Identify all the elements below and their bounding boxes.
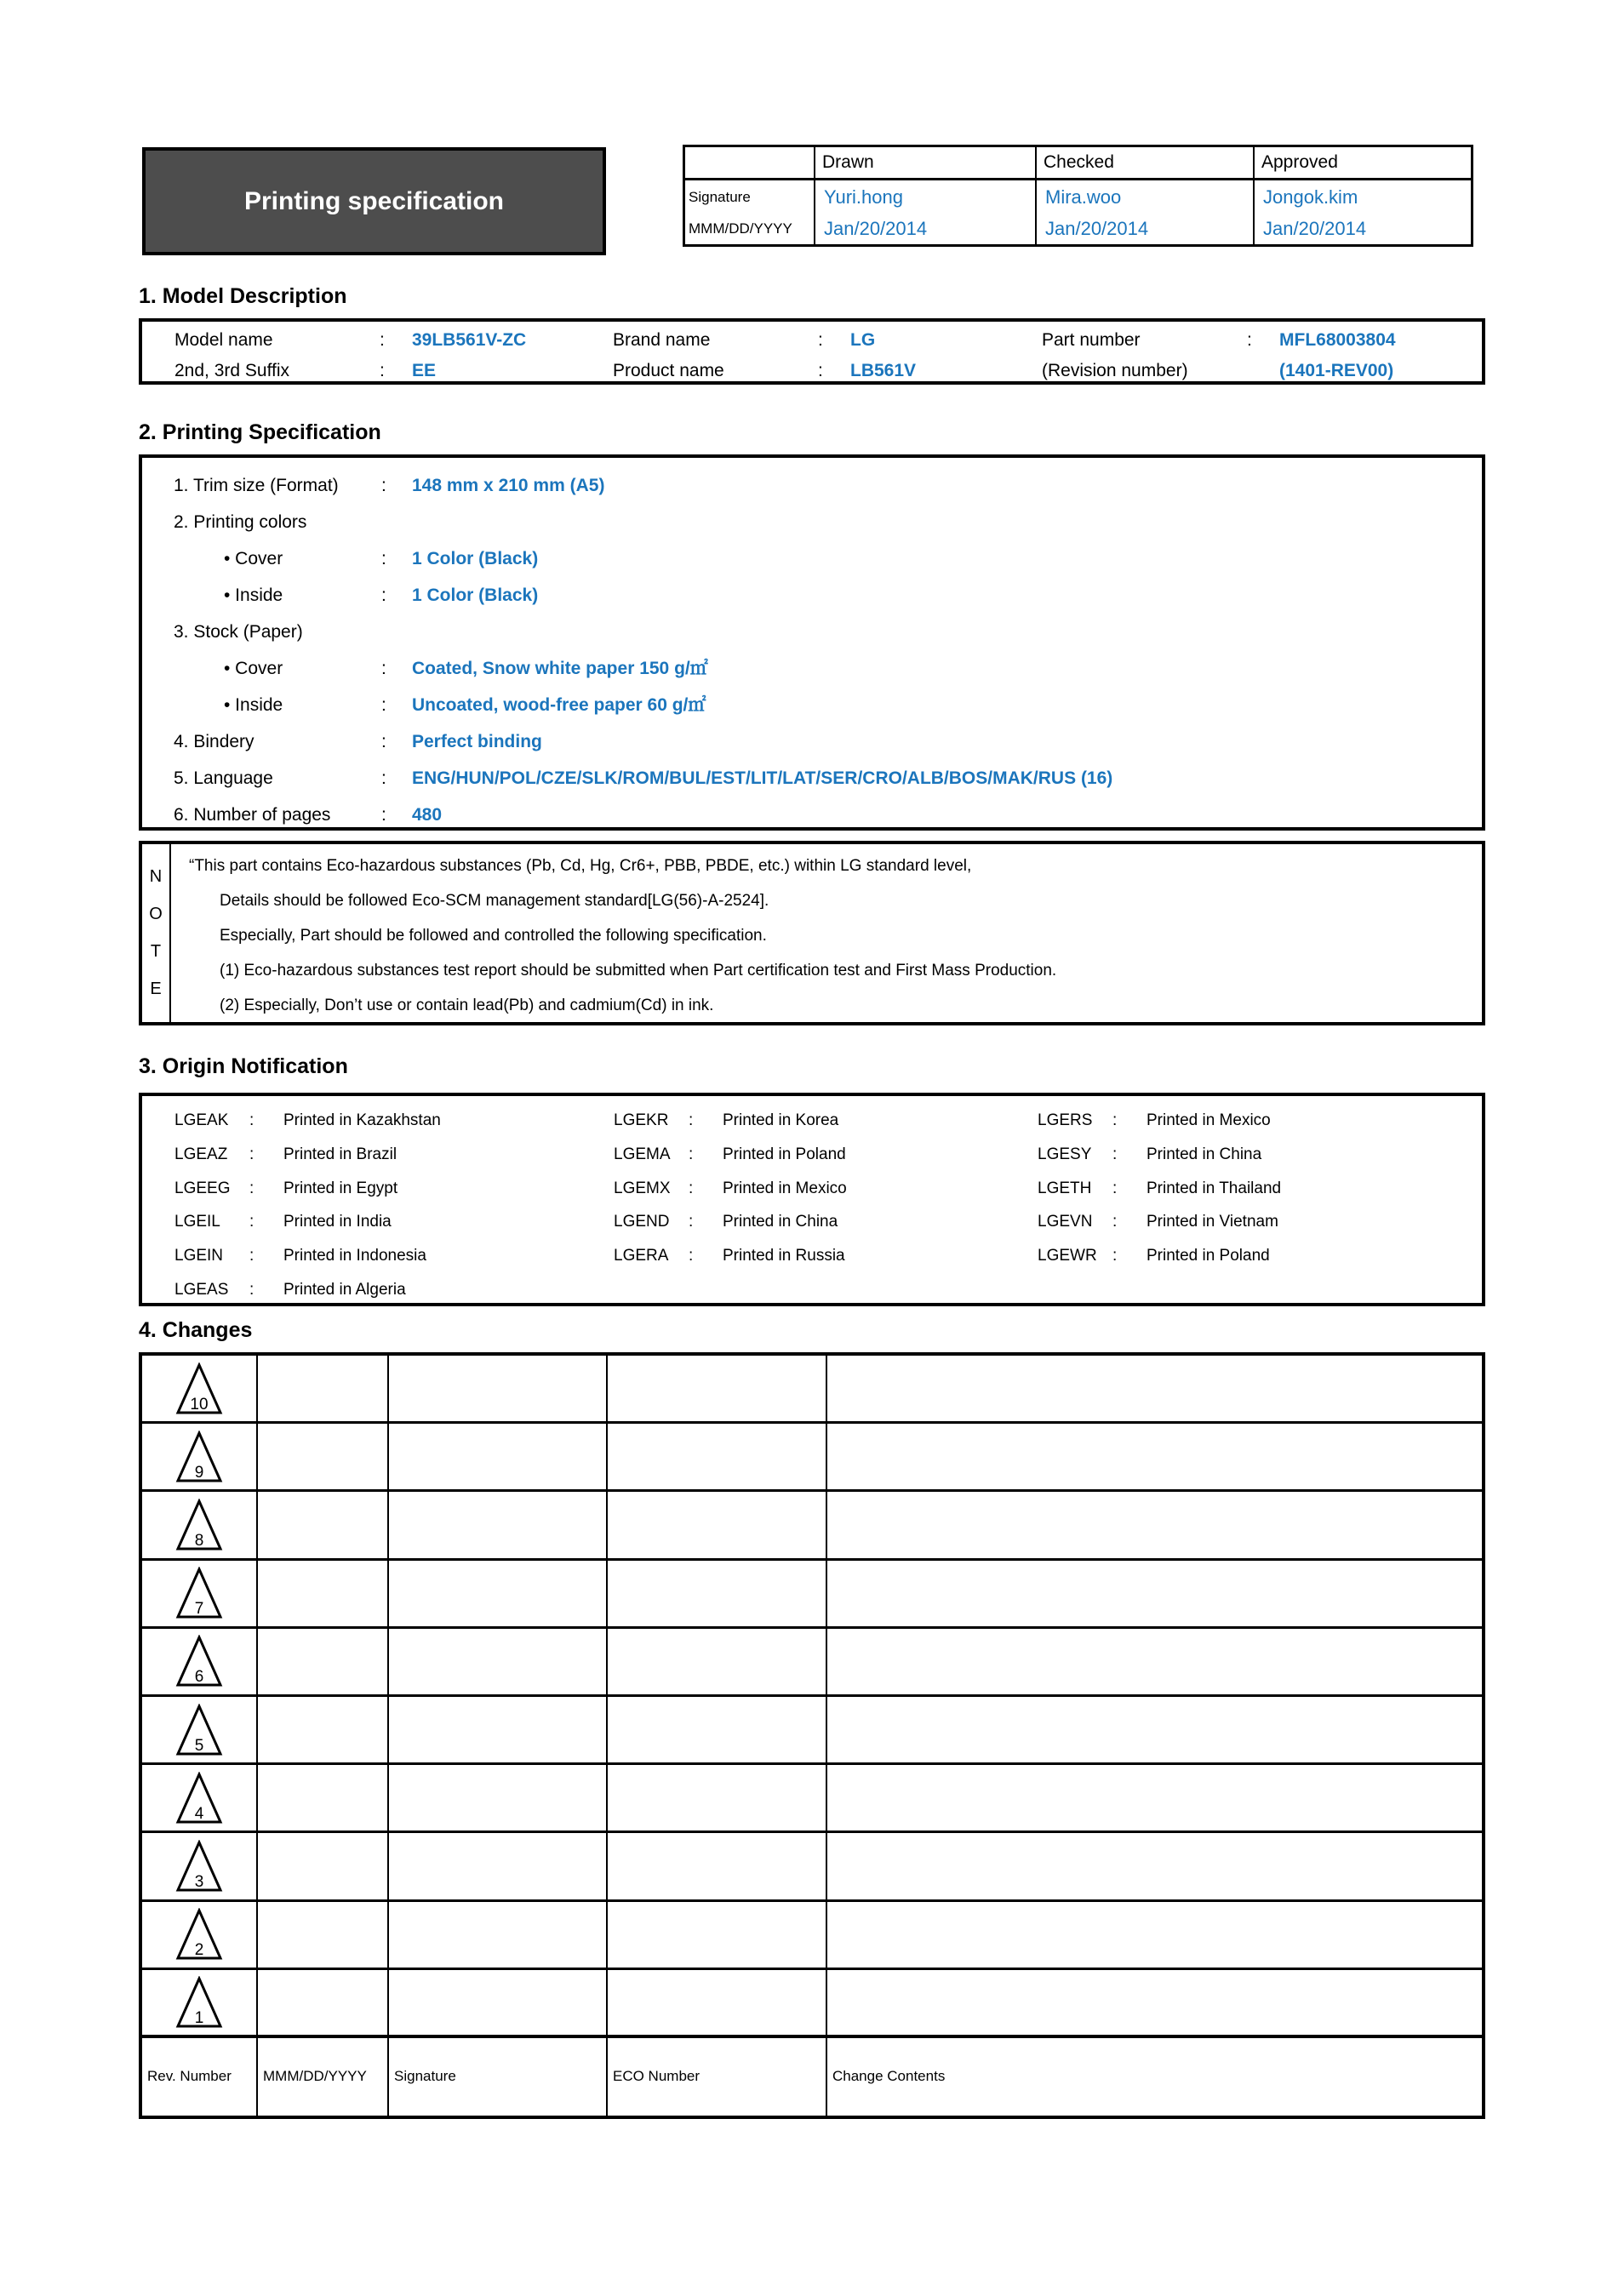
origin-section-heading: 3. Origin Notification — [139, 1054, 348, 1078]
colon: : — [1112, 1145, 1118, 1163]
colon: : — [689, 1213, 694, 1231]
origin-place: Printed in Russia — [723, 1247, 845, 1265]
origin-code: LGEIN — [174, 1247, 224, 1265]
revision-number: 5 — [194, 1736, 204, 1755]
spec-line-label: 2. Printing colors — [174, 512, 307, 532]
change-row-cell — [608, 1970, 827, 2038]
spec-line-value: 148 mm x 210 mm (A5) — [412, 476, 605, 495]
suffix-label: 2nd, 3rd Suffix — [174, 361, 290, 380]
product-name-value: LB561V — [850, 361, 917, 380]
origin-code: LGERA — [614, 1247, 669, 1265]
spec-line — [142, 723, 1482, 760]
origin-code: LGEAK — [174, 1111, 229, 1129]
change-row-cell — [142, 1902, 258, 1970]
change-row-cell — [258, 1970, 389, 2038]
document-title: Printing specification — [243, 186, 505, 215]
signature-drawn: Yuri.hong — [815, 180, 1037, 214]
change-row-cell — [142, 1833, 258, 1901]
revision-triangle-icon — [175, 1908, 223, 1961]
origin-code: LGESY — [1038, 1145, 1092, 1163]
brand-name-value: LG — [850, 330, 876, 350]
spec-line-label: • Inside — [224, 695, 283, 715]
origin-place: Printed in Kazakhstan — [283, 1111, 441, 1129]
changes-footer-eco-number: ECO Number — [608, 2038, 827, 2116]
change-row-cell — [827, 1697, 1482, 1765]
spec-line — [142, 614, 1482, 650]
origin-place: Printed in Vietnam — [1147, 1213, 1278, 1231]
approval-header-approved: Approved — [1255, 147, 1471, 180]
note-line: Especially, Part should be followed and controlled the following specification. — [220, 927, 767, 945]
change-row-cell — [827, 1833, 1482, 1901]
change-row-cell — [608, 1902, 827, 1970]
origin-code: LGETH — [1038, 1179, 1092, 1197]
change-row-cell — [827, 1356, 1482, 1424]
changes-footer-rev-number: Rev. Number — [142, 2038, 258, 2116]
colon: : — [249, 1280, 254, 1299]
changes-footer-signature: Signature — [389, 2038, 608, 2116]
date-approved: Jan/20/2014 — [1263, 218, 1367, 239]
change-row-cell — [258, 1833, 389, 1901]
spec-line-label: 4. Bindery — [174, 732, 254, 751]
revision-number-label: (Revision number) — [1042, 361, 1188, 380]
colon: : — [1112, 1213, 1118, 1231]
origin-entry — [1038, 1138, 1281, 1172]
note-vertical-label — [142, 844, 171, 1022]
change-row-cell — [827, 1970, 1482, 2038]
revision-number-group — [1042, 354, 1484, 387]
spec-line — [142, 577, 1482, 614]
origin-place: Printed in Korea — [723, 1111, 839, 1129]
change-row-cell — [389, 1424, 608, 1492]
revision-triangle-icon — [175, 1567, 223, 1619]
change-row-cell — [389, 1492, 608, 1560]
spec-line — [142, 687, 1482, 723]
spec-line-value: 1 Color (Black) — [412, 585, 539, 605]
changes-section-heading: 4. Changes — [139, 1318, 253, 1342]
origin-entry — [174, 1104, 441, 1138]
spec-line-value: Perfect binding — [412, 732, 542, 751]
origin-place: Printed in India — [283, 1213, 392, 1231]
origin-entry — [174, 1205, 441, 1239]
model-name-label: Model name — [174, 330, 273, 350]
origin-entry — [174, 1239, 441, 1273]
change-row-cell — [389, 1629, 608, 1697]
origin-entry — [614, 1172, 847, 1206]
revision-number: 4 — [194, 1804, 204, 1823]
revision-triangle-icon — [175, 1431, 223, 1483]
note-text — [171, 844, 1482, 1022]
date-row-label: MMM/DD/YYYY — [685, 214, 815, 244]
origin-entry — [1038, 1172, 1281, 1206]
spec-line — [142, 760, 1482, 797]
change-row-cell — [142, 1561, 258, 1629]
note-line: “This part contains Eco-hazardous substances (Pb, Cd, Hg, Cr6+, PBB, PBDE, etc.) within LG standard level, — [189, 857, 972, 875]
change-row-cell — [608, 1356, 827, 1424]
change-row-cell — [827, 1629, 1482, 1697]
note-letter: T — [150, 942, 162, 961]
origin-code: LGEWR — [1038, 1247, 1097, 1265]
colon: : — [689, 1145, 694, 1163]
date-checked: Jan/20/2014 — [1037, 214, 1255, 244]
colon: : — [249, 1111, 254, 1129]
revision-triangle-icon — [175, 1704, 223, 1756]
colon: : — [249, 1145, 254, 1163]
origin-code: LGEAZ — [174, 1145, 228, 1163]
change-row-cell — [608, 1629, 827, 1697]
approval-table — [683, 145, 1473, 247]
spec-line-label: 5. Language — [174, 768, 273, 788]
suffix-group — [174, 354, 617, 387]
origin-place: Printed in Indonesia — [283, 1247, 426, 1265]
spec-line-value: Uncoated, wood-free paper 60 g/㎡ — [412, 695, 706, 715]
origin-entry — [614, 1104, 847, 1138]
origin-entry — [614, 1138, 847, 1172]
colon: : — [689, 1179, 694, 1197]
colon: : — [381, 476, 386, 495]
origin-column — [614, 1104, 847, 1273]
origin-entry — [174, 1273, 441, 1307]
revision-number: 3 — [194, 1872, 204, 1891]
origin-place: Printed in Poland — [723, 1145, 846, 1163]
document-title-box — [142, 147, 606, 255]
model-name-value: 39LB561V-ZC — [412, 330, 527, 350]
change-row-cell — [608, 1697, 827, 1765]
colon: : — [1112, 1247, 1118, 1265]
note-letter: E — [150, 980, 162, 998]
origin-place: Printed in Brazil — [283, 1145, 397, 1163]
change-row-cell — [258, 1765, 389, 1833]
note-letter: N — [149, 867, 163, 886]
change-row-cell — [258, 1629, 389, 1697]
change-row-cell — [389, 1356, 608, 1424]
origin-entry — [174, 1172, 441, 1206]
product-name-label: Product name — [613, 361, 724, 380]
origin-code: LGEMX — [614, 1179, 671, 1197]
spec-line — [142, 540, 1482, 577]
revision-triangle-icon — [175, 1772, 223, 1825]
model-row — [142, 323, 1482, 357]
change-row-cell — [827, 1561, 1482, 1629]
change-row-cell — [389, 1970, 608, 2038]
revision-triangle-icon — [175, 1976, 223, 2029]
change-row-cell — [142, 1970, 258, 2038]
origin-code: LGERS — [1038, 1111, 1093, 1129]
change-row-cell — [258, 1424, 389, 1492]
origin-code: LGEND — [614, 1213, 670, 1231]
origin-column — [174, 1104, 441, 1307]
spec-line-value: 480 — [412, 805, 443, 825]
colon: : — [381, 695, 386, 715]
revision-triangle-icon — [175, 1362, 223, 1415]
origin-place: Printed in Poland — [1147, 1247, 1270, 1265]
printing-specification-box — [139, 454, 1485, 831]
change-row-cell — [608, 1833, 827, 1901]
model-name-group — [174, 323, 617, 357]
part-number-value: MFL68003804 — [1279, 330, 1396, 350]
model-description-box — [139, 318, 1485, 385]
colon: : — [380, 330, 385, 350]
part-number-group — [1042, 323, 1484, 357]
spec-line-label: • Cover — [224, 549, 283, 568]
change-row-cell — [389, 1902, 608, 1970]
spec-line-value: 1 Color (Black) — [412, 549, 539, 568]
colon: : — [689, 1111, 694, 1129]
origin-place: Printed in China — [1147, 1145, 1262, 1163]
origin-place: Printed in Algeria — [283, 1280, 406, 1299]
spec-line-label: 1. Trim size (Format) — [174, 476, 339, 495]
change-row-cell — [608, 1765, 827, 1833]
origin-place: Printed in Thailand — [1147, 1179, 1282, 1197]
origin-column — [1038, 1104, 1281, 1273]
revision-number: 8 — [194, 1531, 204, 1550]
change-row-cell — [827, 1492, 1482, 1560]
change-row-cell — [608, 1424, 827, 1492]
printing-section-heading: 2. Printing Specification — [139, 420, 381, 444]
note-line: (1) Eco-hazardous substances test report should be submitted when Part certification test and First Mass Production. — [220, 962, 1057, 980]
change-row-cell — [142, 1765, 258, 1833]
revision-number: 9 — [194, 1463, 204, 1482]
origin-entry — [174, 1138, 441, 1172]
model-section-heading: 1. Model Description — [139, 284, 347, 308]
approval-header-drawn: Drawn — [815, 147, 1037, 180]
change-row-cell — [142, 1492, 258, 1560]
spec-line — [142, 467, 1482, 504]
spec-line-label: 6. Number of pages — [174, 805, 331, 825]
change-row-cell — [258, 1356, 389, 1424]
spec-line-value: ENG/HUN/POL/CZE/SLK/ROM/BUL/EST/LIT/LAT/SER/CRO/ALB/BOS/MAK/RUS (16) — [412, 768, 1113, 788]
origin-place: Printed in Mexico — [723, 1179, 847, 1197]
origin-code: LGEEG — [174, 1179, 231, 1197]
origin-entry — [614, 1239, 847, 1273]
colon: : — [1112, 1179, 1118, 1197]
colon: : — [1247, 330, 1252, 350]
part-number-label: Part number — [1042, 330, 1141, 350]
note-letter: O — [149, 905, 163, 923]
origin-place: Printed in Mexico — [1147, 1111, 1271, 1129]
colon: : — [380, 361, 385, 380]
change-row-cell — [258, 1697, 389, 1765]
change-row-cell — [389, 1561, 608, 1629]
model-row — [142, 354, 1482, 387]
origin-entry — [1038, 1104, 1281, 1138]
spec-line — [142, 504, 1482, 540]
change-row-cell — [827, 1424, 1482, 1492]
change-row-cell — [142, 1629, 258, 1697]
origin-entry — [1038, 1205, 1281, 1239]
suffix-value: EE — [412, 361, 437, 380]
date-drawn: Jan/20/2014 — [815, 214, 1037, 244]
changes-footer-mmm-dd-yyyy: MMM/DD/YYYY — [258, 2038, 389, 2116]
note-box — [139, 841, 1485, 1025]
signature-row-label: Signature — [685, 180, 815, 214]
colon: : — [381, 585, 386, 605]
change-row-cell — [389, 1765, 608, 1833]
colon: : — [381, 732, 386, 751]
changes-table — [139, 1352, 1485, 2119]
origin-place: Printed in China — [723, 1213, 838, 1231]
revision-number-value: (1401-REV00) — [1279, 361, 1394, 380]
colon: : — [249, 1179, 254, 1197]
changes-footer-change-contents: Change Contents — [832, 2068, 946, 2085]
brand-name-label: Brand name — [613, 330, 711, 350]
colon: : — [381, 659, 386, 678]
colon: : — [249, 1247, 254, 1265]
change-row-cell — [142, 1424, 258, 1492]
signature-approved: Jongok.kim — [1263, 186, 1358, 208]
revision-triangle-icon — [175, 1840, 223, 1893]
revision-number: 1 — [194, 2008, 204, 2027]
origin-code: LGEVN — [1038, 1213, 1093, 1231]
revision-number: 6 — [194, 1668, 204, 1687]
spec-line — [142, 650, 1482, 687]
revision-number: 7 — [194, 1600, 204, 1619]
spec-line-label: • Cover — [224, 659, 283, 678]
origin-code: LGEKR — [614, 1111, 669, 1129]
revision-number: 2 — [194, 1941, 204, 1960]
change-row-cell — [258, 1561, 389, 1629]
revision-triangle-icon — [175, 1635, 223, 1688]
origin-entry — [1038, 1239, 1281, 1273]
brand-name-group — [613, 323, 1055, 357]
change-row-cell — [608, 1492, 827, 1560]
change-row-cell — [142, 1356, 258, 1424]
revision-number: 10 — [190, 1395, 209, 1414]
change-row-cell — [389, 1833, 608, 1901]
approval-header-checked: Checked — [1037, 147, 1255, 180]
spec-line-label: 3. Stock (Paper) — [174, 622, 303, 642]
colon: : — [689, 1247, 694, 1265]
spec-line-value: Coated, Snow white paper 150 g/㎡ — [412, 659, 708, 678]
change-row-cell — [827, 1765, 1482, 1833]
colon: : — [1112, 1111, 1118, 1129]
origin-code: LGEMA — [614, 1145, 671, 1163]
approval-corner-cell — [685, 147, 815, 180]
origin-place: Printed in Egypt — [283, 1179, 398, 1197]
origin-code: LGEAS — [174, 1280, 229, 1299]
colon: : — [249, 1213, 254, 1231]
colon: : — [381, 549, 386, 568]
change-row-cell — [389, 1697, 608, 1765]
signature-checked: Mira.woo — [1037, 180, 1255, 214]
note-line: Details should be followed Eco-SCM management standard[LG(56)-A-2524]. — [220, 892, 769, 910]
change-row-cell — [258, 1492, 389, 1560]
note-line: (2) Especially, Don’t use or contain lead(Pb) and cadmium(Cd) in ink. — [220, 997, 714, 1014]
colon: : — [381, 805, 386, 825]
change-row-cell — [142, 1697, 258, 1765]
origin-notification-box — [139, 1093, 1485, 1306]
spec-line-label: • Inside — [224, 585, 283, 605]
change-row-cell — [258, 1902, 389, 1970]
spec-line — [142, 797, 1482, 833]
colon: : — [818, 330, 823, 350]
revision-triangle-icon — [175, 1499, 223, 1551]
change-row-cell — [827, 1902, 1482, 1970]
product-name-group — [613, 354, 1055, 387]
colon: : — [381, 768, 386, 788]
origin-entry — [614, 1205, 847, 1239]
change-row-cell — [608, 1561, 827, 1629]
origin-code: LGEIL — [174, 1213, 220, 1231]
colon: : — [818, 361, 823, 380]
